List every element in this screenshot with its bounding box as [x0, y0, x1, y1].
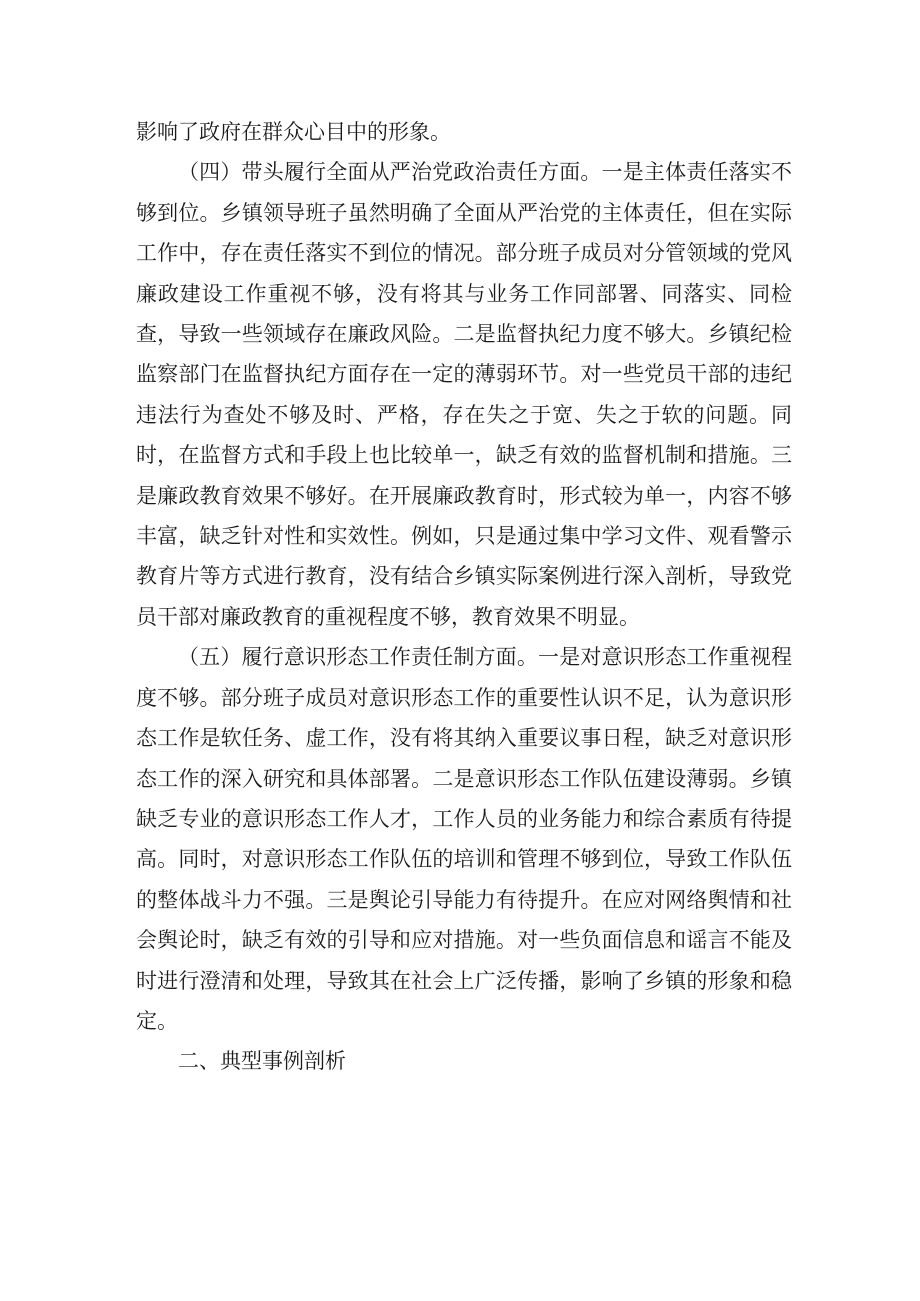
document-body [136, 112, 792, 1082]
section-heading: 二、典型事例剖析 [178, 1049, 346, 1074]
paragraph-section-five: （五）履行意识形态工作责任制方面。一是对意识形态工作重视程度不够。部分班子成员对意识形态工作的重要性认识不足，认为意识形态工作是软任务、虚工作，没有将其纳入重要议事日程，缺乏对意识形态工作的深入研究和具体部署。二是意识形态工作队伍建设薄弱。乡镇缺乏专业的意识形态工作人才，工作人员的业务能力和综合素质有待提高。同时，对意识形态工作队伍的培训和管理不够到位，导致工作队伍的整体战斗力不强。三是舆论引导能力有待提升。在应对网络舆情和社会舆论时，缺乏有效的引导和应对措施。对一些负面信息和谣言不能及时进行澄清和处理，导致其在社会上广泛传播，影响了乡镇的形象和稳定。 [136, 645, 792, 1033]
paragraph-continuation: 影响了政府在群众心目中的形象。 [136, 120, 451, 144]
paragraph-section-four: （四）带头履行全面从严治党政治责任方面。一是主体责任落实不够到位。乡镇领导班子虽然明确了全面从严治党的主体责任，但在实际工作中，存在责任落实不到位的情况。部分班子成员对分管领域的党风廉政建设工作重视不够，没有将其与业务工作同部署、同落实、同检查，导致一些领域存在廉政风险。二是监督执纪力度不够大。乡镇纪检监察部门在监督执纪方面存在一定的薄弱环节。对一些党员干部的违纪违法行为查处不够及时、严格，存在失之于宽、失之于软的问题。同时，在监督方式和手段上也比较单一，缺乏有效的监督机制和措施。三是廉政教育效果不够好。在开展廉政教育时，形式较为单一，内容不够丰富，缺乏针对性和实效性。例如，只是通过集中学习文件、观看警示教育片等方式进行教育，没有结合乡镇实际案例进行深入剖析，导致党员干部对廉政教育的重视程度不够，教育效果不明显。 [136, 160, 792, 629]
